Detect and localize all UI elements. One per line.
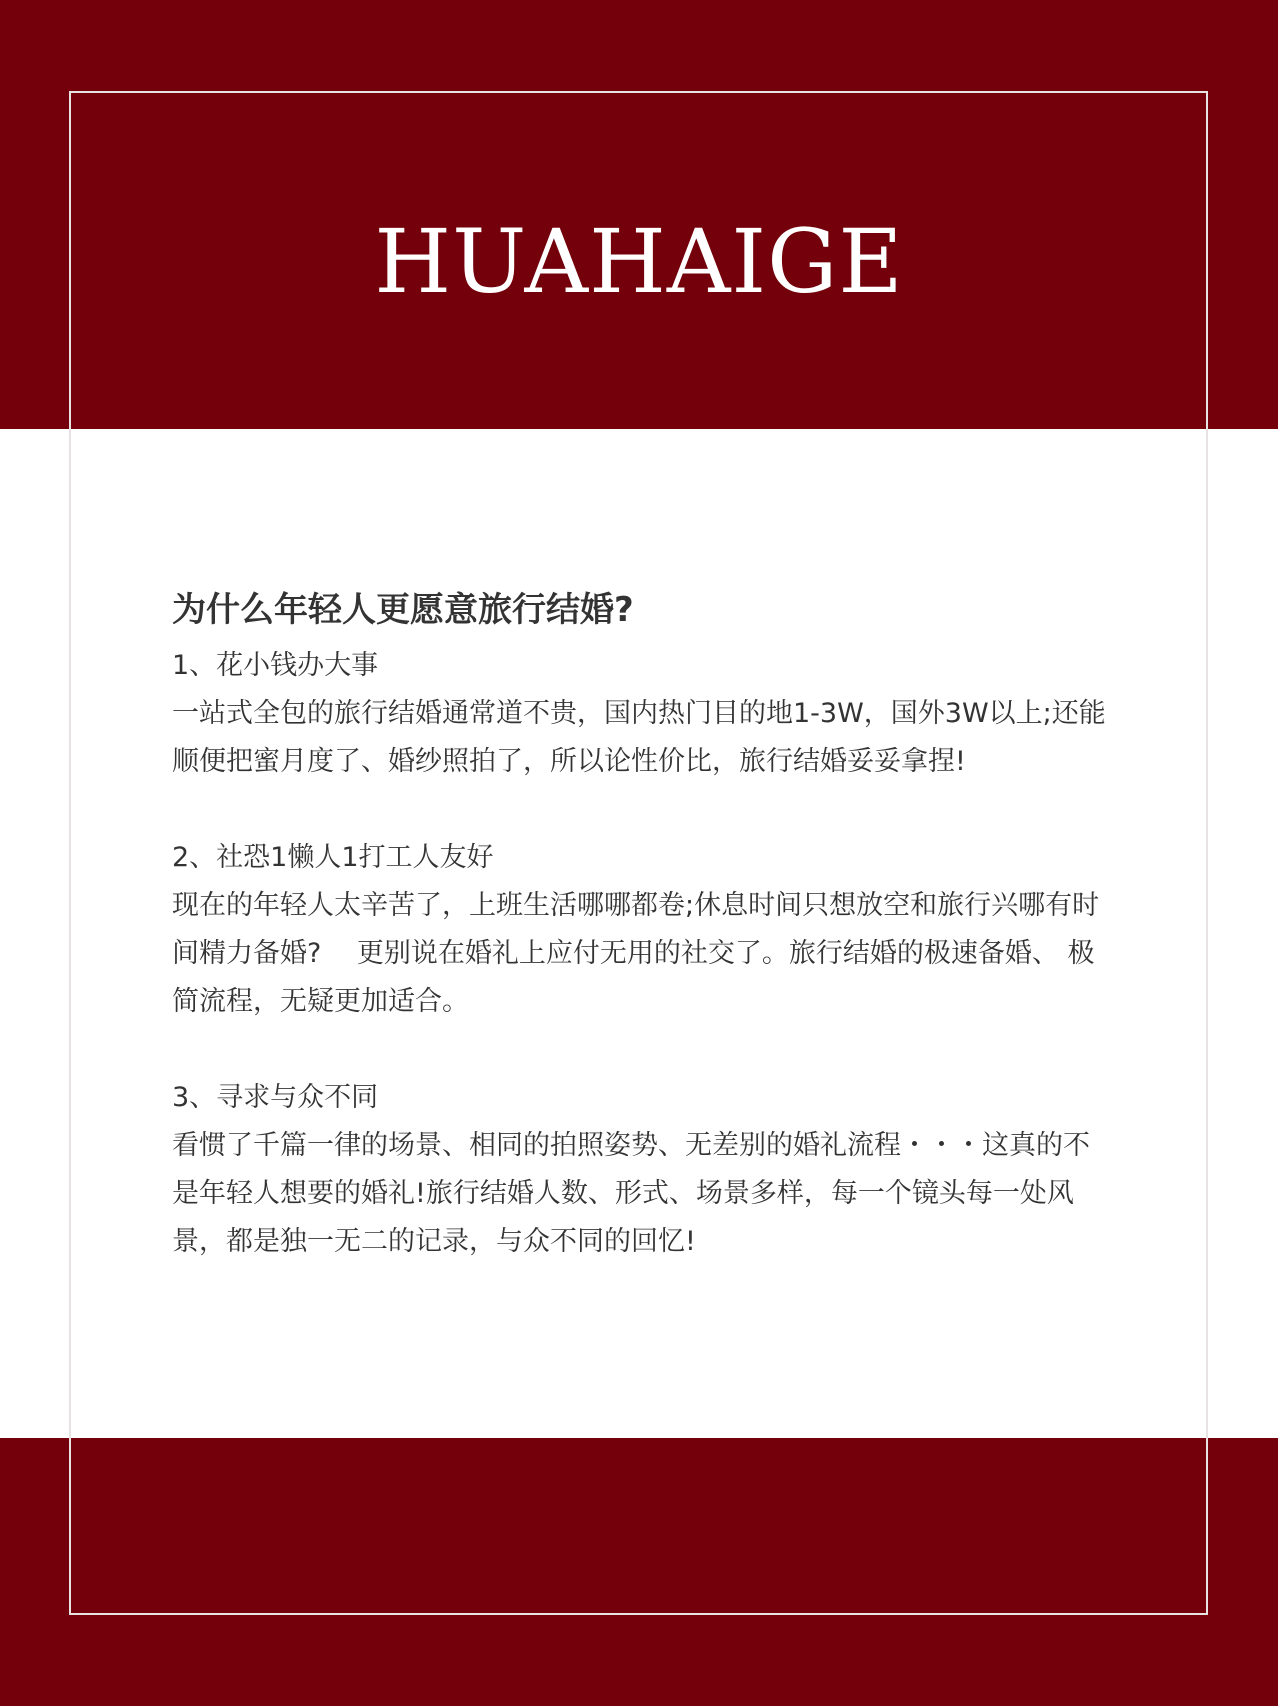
spacer bbox=[172, 1026, 1112, 1074]
section-body: 一站式全包的旅行结婚通常道不贵，国内热门目的地1-3W，国外3W以上;还能顺便把蜜月度了、婚纱照拍了，所以论性价比，旅行结婚妥妥拿捏! bbox=[172, 698, 1106, 777]
brand-title: HUAHAIGE bbox=[374, 210, 904, 313]
spacer bbox=[172, 786, 1112, 834]
section-1 bbox=[172, 642, 1112, 786]
article-content bbox=[172, 580, 1112, 1266]
section-3 bbox=[172, 1074, 1112, 1266]
section-body: 现在的年轻人太辛苦了，上班生活哪哪都卷;休息时间只想放空和旅行兴哪有时间精力备婚? 更别说在婚礼上应付无用的社交了。旅行结婚的极速备婚、 极简流程，无疑更加适合。 bbox=[172, 890, 1100, 1017]
section-2 bbox=[172, 834, 1112, 1026]
section-title: 2、社恐1懒人1打工人友好 bbox=[172, 842, 494, 873]
section-title: 1、花小钱办大事 bbox=[172, 650, 379, 681]
article-heading: 为什么年轻人更愿意旅行结婚? bbox=[172, 590, 634, 630]
section-body: 看惯了千篇一律的场景、相同的拍照姿势、无差别的婚礼流程・・・这真的不是年轻人想要的婚礼!旅行结婚人数、形式、场景多样，每一个镜头每一处风景，都是独一无二的记录，与众不同的回忆! bbox=[172, 1130, 1090, 1257]
section-title: 3、寻求与众不同 bbox=[172, 1082, 379, 1113]
